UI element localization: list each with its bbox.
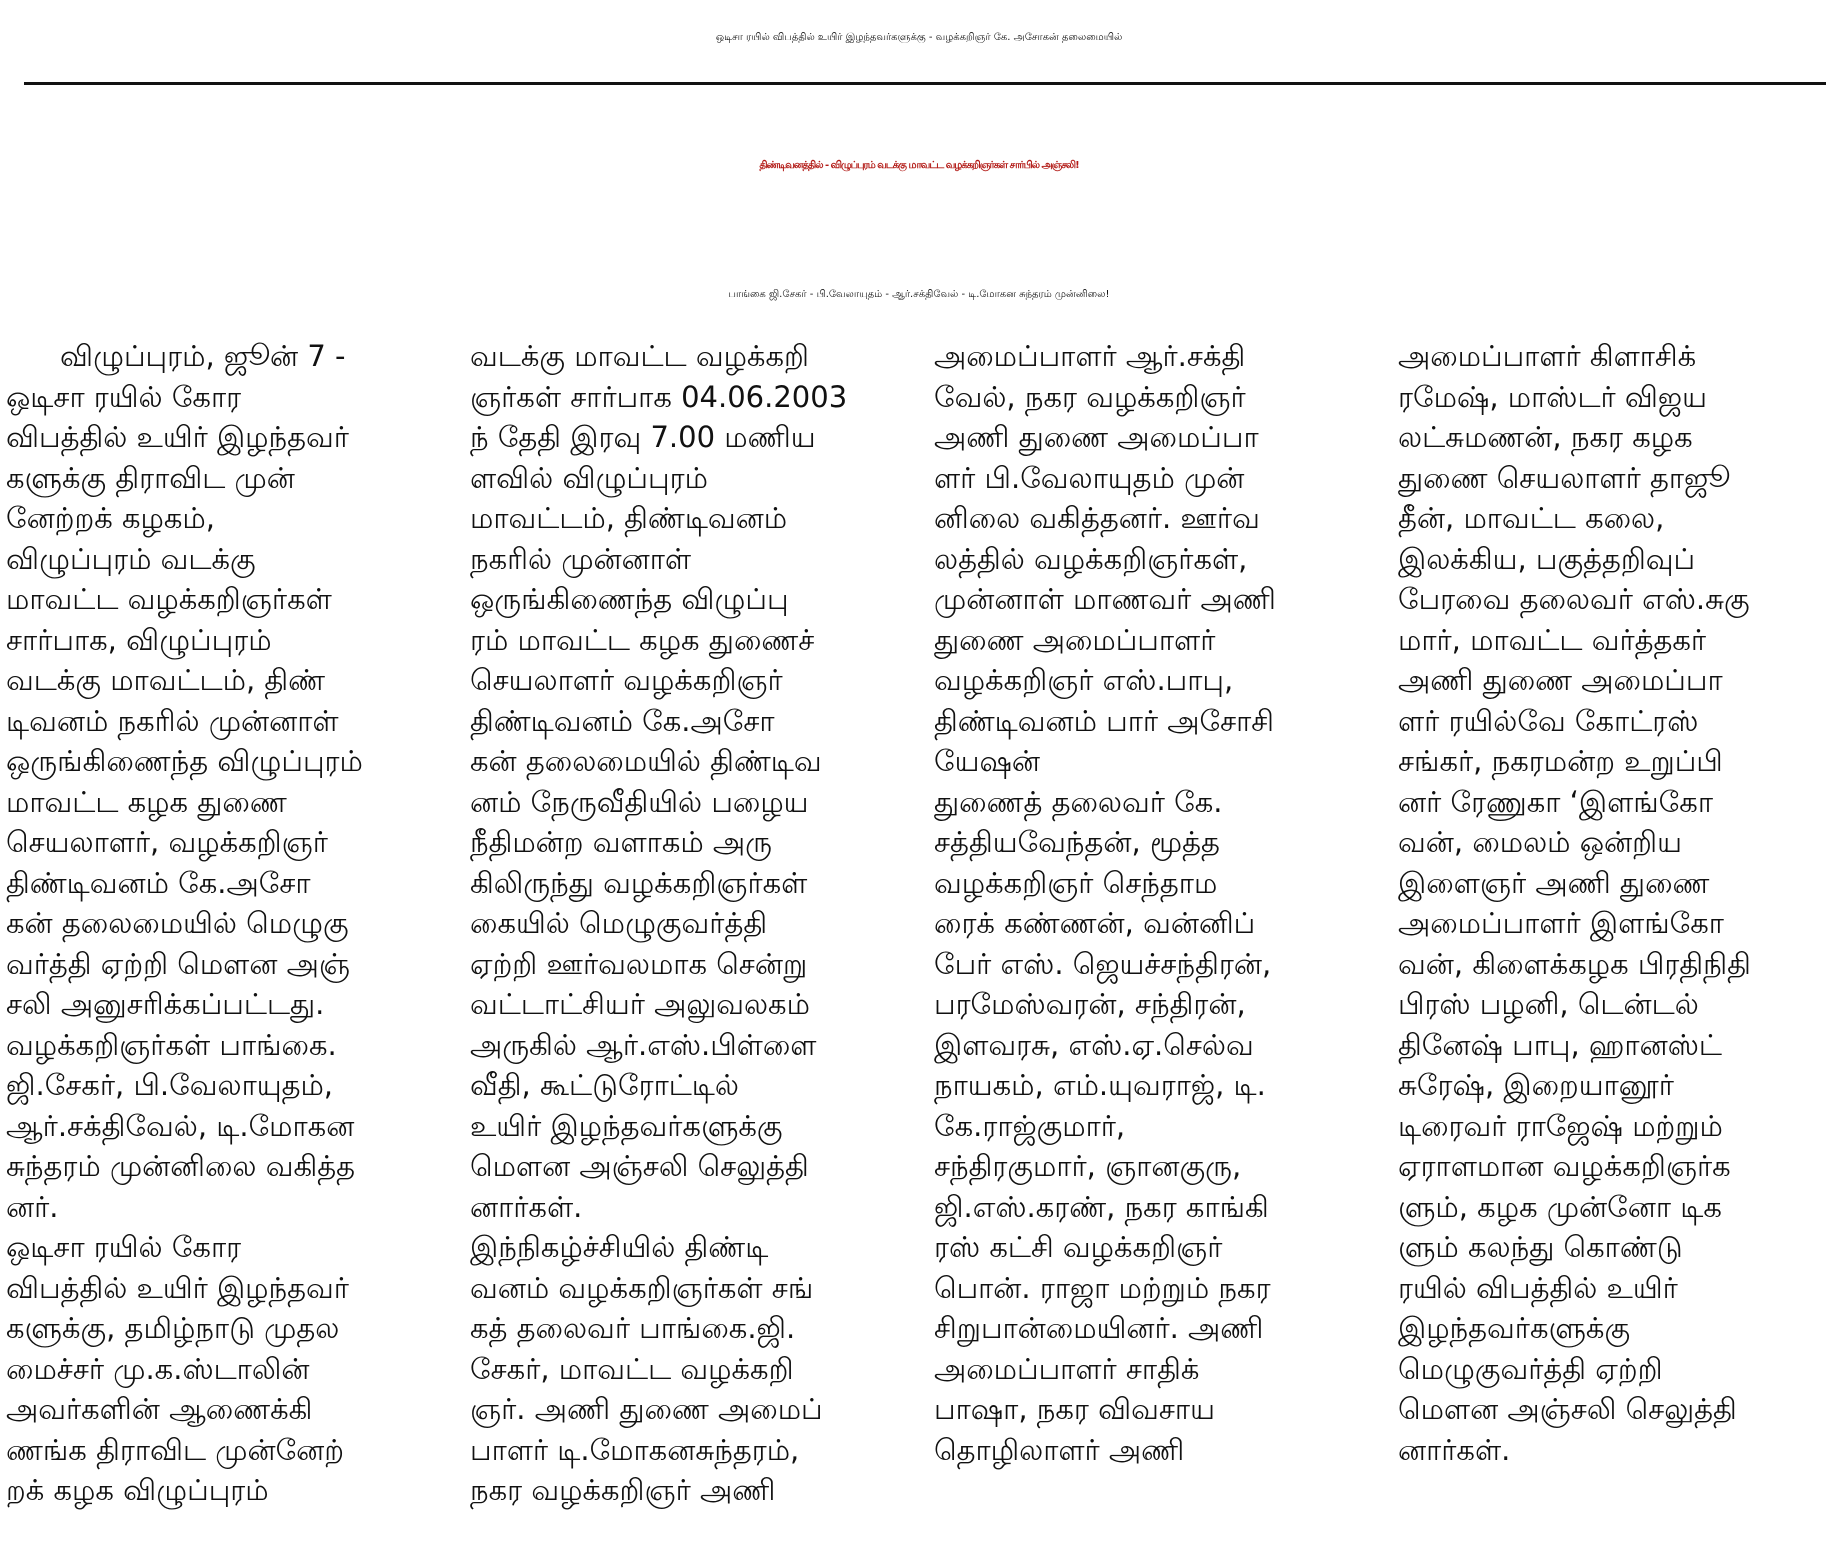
column-4 [1398, 336, 1838, 1550]
column-4-line: தீன், மாவட்ட கலை, [1398, 501, 1665, 535]
column-3-line: இளவரசு, எஸ்.ஏ.செல்வ [934, 1027, 1254, 1062]
column-4-line: இளைஞர் அணி துணை [1398, 865, 1710, 900]
headline: திண்டிவனத்தில் - விழுப்புரம் வடக்கு மாவட்ட வழக்கறிஞர்கள் சார்பில் அஞ்சலி! [759, 160, 1079, 171]
column-4-line: மெழுகுவர்த்தி ஏற்றி [1398, 1351, 1663, 1386]
column-3-line: சந்திரகுமார், ஞானகுரு, [934, 1149, 1242, 1183]
column-4-line: மார், மாவட்ட வர்த்தகர் [1398, 622, 1707, 657]
column-2-line: வனம் வழக்கறிஞர்கள் சங் [470, 1270, 814, 1305]
column-3-line: பேர் எஸ். ஜெயச்சந்திரன், [934, 946, 1272, 981]
column-4-line: அமைப்பாளர் கிளாசிக் [1398, 339, 1697, 373]
column-1-line: ஒடிசா ரயில் கோர [6, 1230, 242, 1264]
column-4-line: சங்கர், நகரமன்ற உறுப்பி [1398, 744, 1723, 778]
column-2-line: ஞர். அணி துணை அமைப் [470, 1392, 823, 1426]
column-1-line: மாவட்ட கழக துணை [6, 784, 287, 819]
column-1-line: வழக்கறிஞர்கள் பாங்கை. [6, 1027, 337, 1062]
column-3-line: நாயகம், எம்.யுவராஜ், டி. [934, 1068, 1266, 1102]
column-1-line: விபத்தில் உயிர் இழந்தவர் [6, 420, 349, 454]
column-1-line: வர்த்தி ஏற்றி மௌன அஞ் [6, 946, 351, 981]
column-3-line: அணி துணை அமைப்பா [934, 420, 1259, 454]
column-2-line: கிலிருந்து வழக்கறிஞர்கள் [470, 865, 808, 900]
column-1-line: ஆர்.சக்திவேல், டி.மோகன [6, 1108, 355, 1143]
column-4-line: சுரேஷ், இறையானூர் [1398, 1068, 1674, 1102]
dateline: விழுப்புரம், ஜூன் 7 - [60, 339, 346, 373]
column-3-line: அமைப்பாளர் சாதிக் [934, 1351, 1200, 1386]
column-2-line: வீதி, கூட்டுரோட்டில் [470, 1068, 739, 1102]
column-2-line: நீதிமன்ற வளாகம் அரு [470, 825, 773, 859]
column-2-line: பாளர் டி.மோகனசுந்தரம், [470, 1432, 800, 1467]
column-4-line: இலக்கிய, பகுத்தறிவுப் [1398, 541, 1696, 576]
column-4-line: ளர் ரயில்வே கோட்ரஸ் [1398, 703, 1699, 738]
column-1-line: செயலாளர், வழக்கறிஞர் [6, 825, 328, 859]
column-4-line: னர் ரேணுகா ‘இளங்கோ [1398, 784, 1713, 819]
column-4-line: லட்சுமணன், நகர கழக [1398, 420, 1693, 454]
column-1-line: னர். [6, 1189, 59, 1224]
column-2-line: செயலாளர் வழக்கறிஞர் [470, 663, 783, 697]
column-2-line: நகர வழக்கறிஞர் அணி [470, 1473, 776, 1507]
column-1-line: மைச்சர் மு.க.ஸ்டாலின் [6, 1351, 310, 1386]
column-1-line: களுக்கு திராவிட முன் [6, 460, 295, 495]
column-2-line: ஞர்கள் சார்பாக 04.06.2003 [470, 379, 848, 414]
column-2-line: கன் தலைமையில் திண்டிவ [470, 744, 822, 778]
column-4-line: ளும், கழக முன்னோ டிக [1398, 1189, 1722, 1224]
column-1-line: விபத்தில் உயிர் இழந்தவர் [6, 1270, 349, 1305]
column-3-line: ரைக் கண்ணன், வன்னிப் [934, 906, 1256, 940]
column-2-line: ந் தேதி இரவு 7.00 மணிய [470, 420, 816, 454]
subheadline: பாங்கை ஜி.சேகர் - பி.வேலாயுதம் - ஆர்.சக்திவேல் - டி.மோகன சுந்தரம் முன்னிலை! [728, 289, 1110, 300]
column-3-line: சிறுபான்மையினர். அணி [934, 1311, 1264, 1345]
column-4-line: ளும் கலந்து கொண்டு [1398, 1230, 1683, 1264]
column-4-line: வன், மைலம் ஒன்றிய [1398, 825, 1682, 859]
column-3-line: பாஷா, நகர விவசாய [934, 1392, 1215, 1426]
column-1-line: சார்பாக, விழுப்புரம் [6, 622, 272, 657]
column-1-line: சுந்தரம் முன்னிலை வகித்த [6, 1149, 355, 1183]
column-1-line: சலி அனுசரிக்கப்பட்டது. [6, 987, 325, 1021]
column-1-line: னேற்றக் கழகம், [6, 501, 215, 535]
column-1-line: றக் கழக விழுப்புரம் [6, 1473, 269, 1507]
column-3-line: பொன். ராஜா மற்றும் நகர [934, 1270, 1271, 1305]
column-4-line: துணை செயலாளர் தாஜூ [1398, 460, 1731, 495]
column-2-line: ளவில் விழுப்புரம் [470, 460, 708, 495]
column-1-line: டிவனம் நகரில் முன்னாள் [6, 703, 339, 738]
column-1-line: வடக்கு மாவட்டம், திண் [6, 663, 326, 697]
column-3-line: ஜி.எஸ்.கரண், நகர காங்கி [934, 1189, 1269, 1224]
column-3-line: துணைத் தலைவர் கே. [934, 784, 1223, 819]
column-3-line: பரமேஸ்வரன், சந்திரன், [934, 987, 1246, 1021]
column-4-line: ரமேஷ், மாஸ்டர் விஜய [1398, 379, 1707, 414]
column-2-line: மாவட்டம், திண்டிவனம் [470, 501, 788, 535]
column-3-line: முன்னாள் மாணவர் அணி [934, 582, 1276, 616]
column-4-line: ரயில் விபத்தில் உயிர் [1398, 1270, 1678, 1305]
article-body [6, 336, 1832, 1550]
column-1-line: கன் தலைமையில் மெழுகு [6, 906, 349, 940]
column-3-line: அமைப்பாளர் ஆர்.சக்தி [934, 339, 1246, 373]
column-1-line: அவர்களின் ஆணைக்கி [6, 1392, 313, 1426]
column-3-line: வேல், நகர வழக்கறிஞர் [934, 379, 1246, 414]
column-2-line: வட்டாட்சியர் அலுவலகம் [470, 987, 810, 1021]
column-1-line: ஒடிசா ரயில் கோர [6, 379, 242, 414]
column-2-line: கையில் மெழுகுவர்த்தி [470, 906, 768, 940]
column-1-line: ஒருங்கிணைந்த விழுப்புரம் [6, 744, 363, 778]
column-3-line: வழக்கறிஞர் எஸ்.பாபு, [934, 663, 1234, 697]
column-3-line: துணை அமைப்பாளர் [934, 622, 1216, 657]
column-2-line: ரம் மாவட்ட கழக துணைச் [470, 622, 815, 657]
column-4-line: அமைப்பாளர் இளங்கோ [1398, 906, 1724, 940]
column-1 [6, 336, 450, 1550]
column-3-line: ளர் பி.வேலாயுதம் முன் [934, 460, 1245, 495]
column-3-line: யேஷன் [934, 744, 1041, 778]
kicker-rule [24, 82, 1826, 85]
column-1-line: ணங்க திராவிட முன்னேற் [6, 1432, 345, 1467]
column-4-line: மௌன அஞ்சலி செலுத்தி [1398, 1392, 1737, 1426]
kicker-line: ஒடிசா ரயில் விபத்தில் உயிர் இழந்தவர்களுக்கு - வழக்கறிஞர் கே. அசோகன் தலைமையில் [715, 32, 1123, 43]
column-3-line: கே.ராஜ்குமார், [934, 1108, 1126, 1143]
column-1-line: திண்டிவனம் கே.அசோ [6, 865, 311, 900]
column-2-line: அருகில் ஆர்.எஸ்.பிள்ளை [470, 1027, 817, 1062]
column-1-line: விழுப்புரம் வடக்கு [6, 541, 256, 576]
column-3-line: னிலை வகித்தனர். ஊர்வ [934, 501, 1260, 535]
column-1-line: களுக்கு, தமிழ்நாடு முதல [6, 1311, 340, 1345]
column-3-line: தொழிலாளர் அணி [934, 1432, 1185, 1467]
column-4-line: அணி துணை அமைப்பா [1398, 663, 1723, 697]
column-1-line: ஜி.சேகர், பி.வேலாயுதம், [6, 1068, 334, 1102]
column-3-line: வழக்கறிஞர் செந்தாம [934, 865, 1218, 900]
column-2 [470, 336, 914, 1550]
column-4-line: தினேஷ் பாபு, ஹானஸ்ட் [1398, 1027, 1722, 1062]
column-2-line: வடக்கு மாவட்ட வழக்கறி [470, 339, 809, 373]
column-2-line: கத் தலைவர் பாங்கை.ஜி. [470, 1311, 796, 1345]
column-3-line: ரஸ் கட்சி வழக்கறிஞர் [934, 1230, 1223, 1264]
column-2-line: னார்கள். [470, 1189, 583, 1224]
column-3-line: திண்டிவனம் பார் அசோசி [934, 703, 1275, 738]
column-2-line: ஒருங்கிணைந்த விழுப்பு [470, 582, 789, 616]
column-2-line: ஏற்றி ஊர்வலமாக சென்று [470, 946, 808, 981]
column-2-line: னம் நேருவீதியில் பழைய [470, 784, 809, 819]
column-1-line: மாவட்ட வழக்கறிஞர்கள் [6, 582, 332, 616]
column-2-line: திண்டிவனம் கே.அசோ [470, 703, 775, 738]
column-4-line: னார்கள். [1398, 1432, 1511, 1467]
column-3-line: சத்தியவேந்தன், மூத்த [934, 825, 1220, 859]
column-3-line: லத்தில் வழக்கறிஞர்கள், [934, 541, 1248, 576]
column-4-line: ஏராளமான வழக்கறிஞர்க [1398, 1149, 1731, 1183]
column-2-line: மௌன அஞ்சலி செலுத்தி [470, 1149, 809, 1183]
column-2-line: சேகர், மாவட்ட வழக்கறி [470, 1351, 794, 1386]
column-3 [934, 336, 1378, 1550]
column-4-line: இழந்தவர்களுக்கு [1398, 1311, 1631, 1345]
column-2-line: நகரில் முன்னாள் [470, 541, 692, 576]
column-2-line: இந்நிகழ்ச்சியில் திண்டி [470, 1230, 769, 1264]
column-2-line: உயிர் இழந்தவர்களுக்கு [470, 1108, 783, 1143]
column-4-line: பேரவை தலைவர் எஸ்.சுகு [1398, 582, 1750, 616]
column-4-line: வன், கிளைக்கழக பிரதிநிதி [1398, 946, 1751, 981]
column-4-line: பிரஸ் பழனி, டென்டல் [1398, 987, 1699, 1021]
column-4-line: டிரைவர் ராஜேஷ் மற்றும் [1398, 1108, 1723, 1143]
